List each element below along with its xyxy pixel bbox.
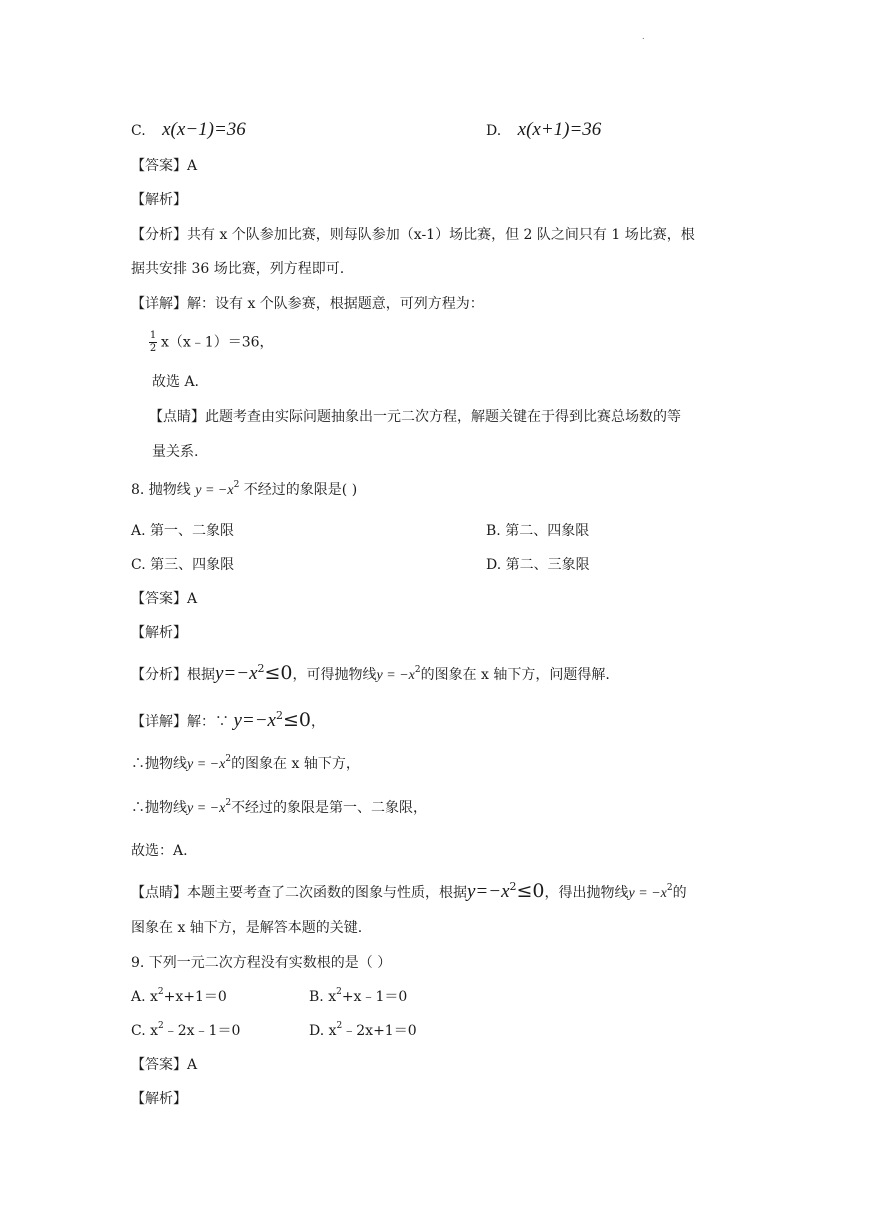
q8-stem-prefix: 8. 抛物线: [131, 482, 191, 498]
q8-step1-prefix: ∴抛物线: [131, 756, 187, 772]
q9-analysis-heading: 【解析】: [131, 1091, 187, 1107]
q9-option-b-sup: 2: [336, 987, 342, 997]
q9-option-d-post: ﹣2x+1＝0: [342, 1023, 417, 1039]
q8-stem-sup: 2: [233, 480, 240, 490]
q8-stem-expr: y = −x: [195, 483, 234, 498]
q7-frac-den: 2: [149, 343, 157, 354]
q9-answer: 【答案】A: [131, 1057, 198, 1073]
q7-option-d-expr: x(x+1)=36: [517, 119, 602, 140]
q8-detail-expr: y=−x: [233, 710, 276, 731]
q8-detail: [131, 709, 325, 733]
q9-option-a-pre: A. x: [131, 989, 158, 1005]
q8-stem: [131, 482, 357, 500]
q9-option-d: [309, 1023, 417, 1040]
q7-analysis-line1: 【分析】共有 x 个队参加比赛，则每队参加（x-1）场比赛，但 2 队之间只有 1 场比赛，根: [131, 227, 695, 243]
q9-option-c: [131, 1023, 240, 1040]
q8-analysis-heading: 【解析】: [131, 625, 187, 641]
q7-detail-choice: 故选 A.: [152, 374, 200, 390]
q7-option-c-label: C.: [131, 123, 146, 139]
q8-analysis-expr2: y = −x: [376, 668, 415, 683]
q8-option-a: A. 第一、二象限: [131, 523, 235, 539]
q9-option-b: [309, 989, 407, 1006]
q8-step2-expr: y = −x: [187, 801, 226, 816]
q7-option-d: [486, 119, 601, 142]
q8-analysis-expr1-tail: ≤0: [264, 662, 293, 684]
q8-comment-expr2: y = −x: [628, 886, 667, 901]
q7-detail-line1: 【详解】解：设有 x 个队参赛，根据题意，可列方程为：: [131, 296, 484, 312]
q8-analysis-sup2: 2: [414, 665, 421, 675]
q9-option-c-sup: 2: [158, 1021, 164, 1031]
q8-analysis-sup1: 2: [257, 662, 265, 675]
q8-option-b: B. 第二、四象限: [486, 523, 590, 539]
q8-analysis-expr1: y=−x: [215, 663, 258, 684]
q8-stem-suffix: 不经过的象限是( ): [243, 482, 358, 498]
q8-analysis: [131, 662, 610, 686]
q8-comment-line2: 图象在 x 轴下方，是解答本题的关键.: [131, 920, 363, 936]
q8-step1-expr: y = −x: [187, 757, 226, 772]
q8-step2-sup: 2: [225, 798, 232, 808]
q7-comment-line2: 量关系.: [152, 444, 199, 460]
q8-comment-sup1: 2: [509, 880, 517, 893]
q9-option-b-pre: B. x: [309, 989, 337, 1005]
q8-step1-suffix: 的图象在 x 轴下方，: [231, 756, 360, 772]
q7-comment-line1: 【点睛】此题考查由实际问题抽象出一元二次方程，解题关键在于得到比赛总场数的等: [149, 409, 681, 425]
q7-fraction: [149, 331, 157, 354]
q8-analysis-mid: ，可得抛物线: [292, 667, 377, 683]
q8-step2: [131, 800, 427, 818]
q8-comment-mid: ，得出抛物线: [544, 885, 629, 901]
q7-frac-num: 1: [149, 330, 157, 341]
q8-step2-prefix: ∴抛物线: [131, 800, 187, 816]
q7-analysis-heading: 【解析】: [131, 192, 187, 208]
q7-analysis-line2: 据共安排 36 场比赛，列方程即可.: [131, 261, 345, 277]
q8-comment-prefix: 【点睛】本题主要考查了二次函数的图象与性质，根据: [131, 885, 467, 901]
q9-option-c-pre: C. x: [131, 1023, 159, 1039]
q9-option-b-post: +x﹣1＝0: [341, 989, 408, 1005]
q8-detail-expr-tail: ≤0: [282, 709, 311, 731]
q9-option-a-post: +x+1＝0: [163, 989, 227, 1005]
q8-comment-expr1: y=−x: [467, 881, 510, 902]
q8-comment-suffix: 的: [672, 885, 687, 901]
top-dot: .: [642, 32, 645, 41]
q9-option-a-sup: 2: [157, 987, 164, 997]
q8-comment-expr1-tail: ≤0: [516, 880, 545, 902]
q7-eq-text: x（x﹣1）＝36，: [161, 334, 274, 351]
q9-stem: 9. 下列一元二次方程没有实数根的是（ ）: [131, 955, 392, 971]
q7-option-c-expr: x(x−1)=36: [162, 119, 246, 140]
q8-comment-sup2: 2: [666, 883, 673, 893]
q8-detail-sup: 2: [275, 709, 283, 722]
q9-option-d-sup: 2: [336, 1021, 343, 1031]
q8-detail-suffix: ，: [310, 714, 325, 730]
q8-step1-sup: 2: [225, 754, 232, 764]
q8-analysis-suffix: 的图象在 x 轴下方，问题得解.: [420, 667, 610, 683]
q8-option-d: D. 第二、三象限: [486, 557, 590, 573]
q8-detail-prefix: 【详解】解：∵: [131, 714, 229, 730]
q8-comment: [131, 880, 687, 904]
q7-detail-equation: [149, 331, 274, 354]
q9-option-d-pre: D. x: [309, 1023, 337, 1039]
q8-choice: 故选：A.: [131, 843, 188, 859]
q9-option-a: [131, 989, 227, 1006]
q9-option-c-post: ﹣2x﹣1＝0: [163, 1023, 241, 1039]
q8-answer: 【答案】A: [131, 591, 198, 607]
q8-option-c: C. 第三、四象限: [131, 557, 235, 573]
q8-analysis-prefix: 【分析】根据: [131, 667, 215, 683]
q8-step2-suffix: 不经过的象限是第一、二象限，: [231, 800, 428, 816]
q8-step1: [131, 756, 360, 774]
q7-answer: 【答案】A: [131, 158, 198, 174]
q7-option-d-label: D.: [486, 123, 502, 139]
q7-option-c: [131, 119, 246, 142]
